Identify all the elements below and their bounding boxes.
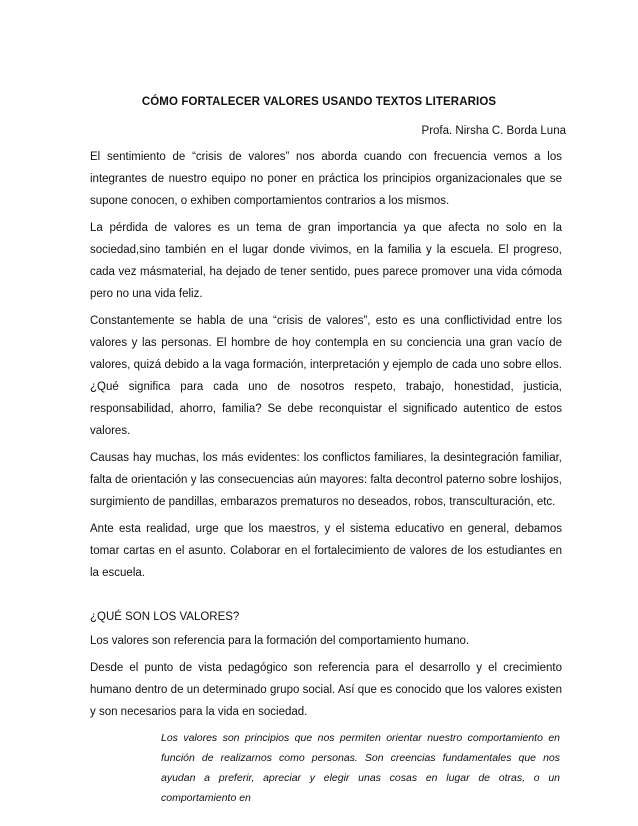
paragraph: La pérdida de valores es un tema de gran importancia ya que afecta no solo en la sociedad,sino también en el lugar donde vivimos, en la familia y la escuela. El progreso, cada vez másmaterial, ha dejado de tener sentido, pues parece promover una vida cómoda pero no una vida feliz. (90, 222, 562, 300)
paragraph: Ante esta realidad, urge que los maestros, y el sistema educativo en general, debamos tomar cartas en el asunto. Colaborar en el fortalecimiento de valores de los estudiantes en la escuela. (90, 523, 562, 579)
paragraph: Constantemente se habla de una “crisis de valores”, esto es una conflictividad entre los valores y las personas. El hombre de hoy contempla en su conciencia una gran vacío de valores, quizá debido a la vaga formación, interpretación y ejemplo de cada uno sobre ellos. ¿Qué significa para cada uno de nosotros respeto, trabajo, honestidad, justicia, responsabilidad, ahorro, familia? Se debe reconquistar el significado autentico de estos valores. (90, 315, 562, 437)
author-line: Profa. Nirsha C. Borda Luna (421, 125, 566, 137)
block-quote: Los valores son principios que nos permiten orientar nuestro comportamiento en función de realizarnos como personas. Son creencias fundamentales que nos ayudan a preferir, apreciar y elegir unas cosas en lugar de otras, o un comportamiento en (161, 732, 560, 804)
section-heading: ¿QUÉ SON LOS VALORES? (90, 611, 240, 623)
paragraph: Desde el punto de vista pedagógico son referencia para el desarrollo y el crecimiento humano dentro de un determinado grupo social. Así que es conocido que los valores existen y son necesarios para la vida en sociedad. (90, 662, 562, 718)
paragraph: Causas hay muchas, los más evidentes: los conflictos familiares, la desintegración familiar, falta de orientación y las consecuencias aún mayores: falta decontrol paterno sobre loshijos, surgimiento de pandillas, embarazos prematuros no deseados, robos, transculturación, etc. (90, 452, 562, 508)
document-body (90, 146, 562, 808)
paragraph: El sentimiento de “crisis de valores” nos aborda cuando con frecuencia vemos a los integrantes de nuestro equipo no poner en práctica los principios organizacionales que se supone conocen, o exhiben comportamientos contrarios a los mismos. (90, 151, 562, 207)
document-title: CÓMO FORTALECER VALORES USANDO TEXTOS LITERARIOS (141, 96, 497, 108)
paragraph: Los valores son referencia para la formación del comportamiento humano. (90, 635, 470, 647)
